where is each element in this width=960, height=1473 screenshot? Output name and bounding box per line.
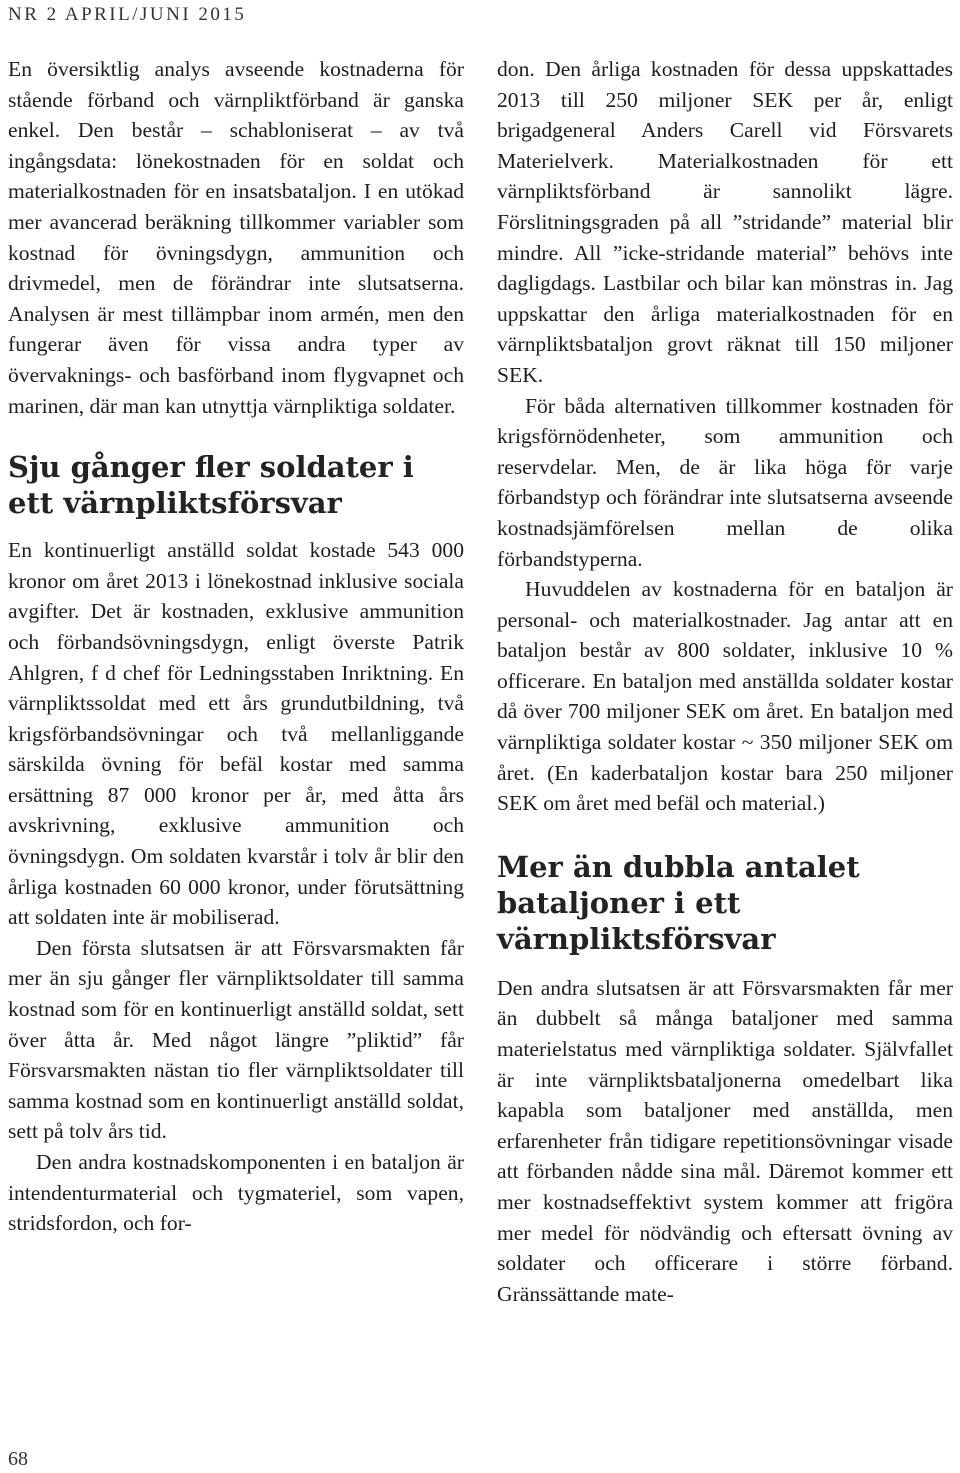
right-paragraph-4: Den andra slutsatsen är att Försvarsmakten får mer än dubbelt så många bataljoner med samma materielstatus med värnpliktiga soldater. Självfallet är inte värnpliktsbataljonerna omedelbart lika kapabla som bataljoner med anställda, men erfarenheter från tidigare repetitionsövningar visade att förbanden nådde sina mål. Däremot kommer ett mer kostnadseffektivt system kommer att frigöra mer medel för nödvändig och eftersatt övning av soldater och officerare i större förband. Gränssättande mate- xyxy=(497,975,953,1306)
page-number: 68 xyxy=(8,1448,28,1470)
running-head: NR 2 APRIL/JUNI 2015 xyxy=(8,4,247,25)
left-column xyxy=(8,54,464,1239)
left-paragraph-4: Den andra kostnadskomponenten i en bataljon är intendenturmaterial och tygmateriel, som vapen, stridsfordon, och for- xyxy=(8,1150,464,1236)
left-paragraph-3: Den första slutsatsen är att Försvarsmakten får mer än sju gånger fler värnpliktsoldater till samma kostnad som för en kontinuerligt anställd soldat, sett över åtta år. Med något längre ”pliktid” får Försvarsmakten nästan tio fler värnpliktsoldater till samma kostnad som en kontinuerligt anställd soldat, sett på tolv års tid. xyxy=(8,935,464,1144)
right-paragraph-1: don. Den årliga kostnaden för dessa uppskattades 2013 till 250 miljoner SEK per år, enligt brigadgeneral Anders Carell vid Försvarets Materielverk. Materialkostnaden för ett värnpliktsförband är sannolikt lägre. Förslitningsgraden på all ”stridande” material blir mindre. All ”icke-stridande material” behövs inte dagligdags. Lastbilar och bilar kan mönstras in. Jag uppskattar den årliga materialkostnaden för en värnpliktsbataljon grovt räknat till 150 miljoner SEK. xyxy=(497,57,953,387)
left-paragraph-1: En översiktlig analys avseende kostnaderna för stående förband och värnpliktförband är ganska enkel. Den består – schabloniserat – av två ingångsdata: lönekostnaden för en soldat och materialkostnaden för en insatsbataljon. I en utökad mer avancerad beräkning tillkommer variabler som kostnad för övningsdygn, ammunition och drivmedel, men de förändrar inte slutsatserna. Analysen är mest tillämpbar inom armén, men den fungerar även för vissa andra typer av övervaknings- och basförband inom flygvapnet och marinen, där man kan utnyttja värnpliktiga soldater. xyxy=(8,57,464,418)
right-paragraph-2: För båda alternativen tillkommer kostnaden för krigsförnödenheter, som ammunition och reservdelar. Men, de är lika höga för varje förbandstyp och förändrar inte slutsatserna avseende kostnadsjämförelsen mellan de olika förbandstyperna. xyxy=(497,393,953,571)
left-section-heading: Sju gånger fler soldater i ett värnpliktsförsvar xyxy=(8,450,414,521)
left-paragraph-2: En kontinuerligt anställd soldat kostade 543 000 kronor om året 2013 i lönekostnad inklusive sociala avgifter. Det är kostnaden, exklusive ammunition och förbandsövningsdygn, enligt överste Patrik Ahlgren, f d chef för Ledningsstaben Inriktning. En värnpliktssoldat med ett års grundutbildning, två krigsförbandsövningar och två mellanliggande särskilda övning för befäl kostar med samma ersättning 87 000 kronor per år, med åtta års avskrivning, exklusive ammunition och övningsdygn. Om soldaten kvarstår i tolv år blir den årliga kostnaden 60 000 kronor, under förutsättning att soldaten inte är mobiliserad. xyxy=(8,538,464,930)
right-section-heading: Mer än dubbla antalet bataljoner i ett värnpliktsförsvar xyxy=(497,849,860,956)
right-paragraph-3: Huvuddelen av kostnaderna för en bataljon är personal- och materialkostnader. Jag antar att en bataljon består av 800 soldater, inklusive 10 % officerare. En bataljon med anställda soldater kostar då över 700 miljoner SEK om året. En bataljon med värnpliktiga soldater kostar ~ 350 miljoner SEK om året. (En kaderbataljon kostar bara 250 miljoner SEK om året med befäl och material.) xyxy=(497,577,953,816)
right-column xyxy=(497,54,953,1309)
